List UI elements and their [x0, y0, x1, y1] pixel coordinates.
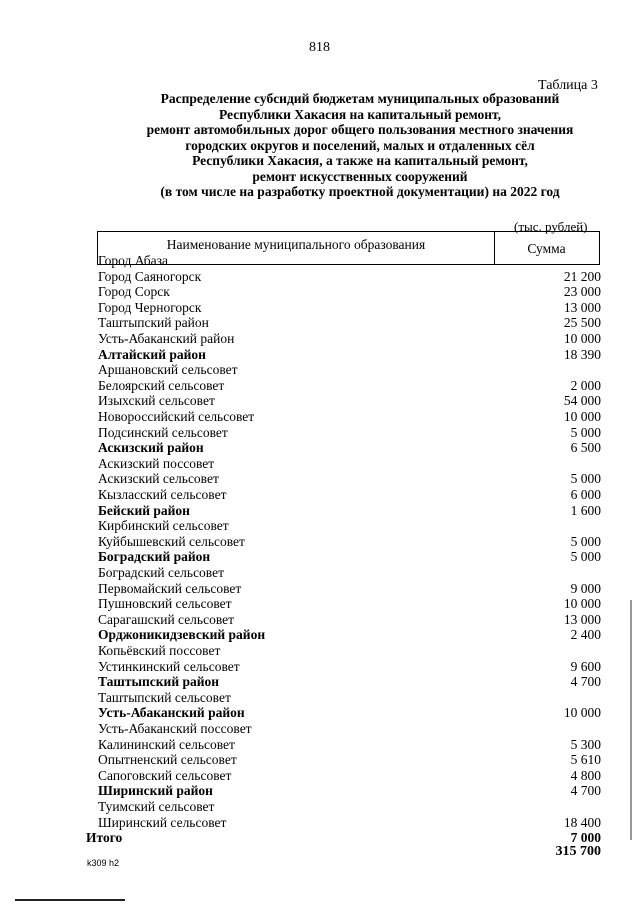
- table-title: [110, 91, 610, 200]
- row-name: Сапоговский сельсовет: [98, 767, 232, 783]
- table-row: [0, 565, 639, 580]
- header-name-column: Наименование муниципального образования: [98, 232, 495, 264]
- row-value: 10 000: [563, 596, 601, 612]
- page-number: 818: [309, 40, 330, 55]
- table-row: [0, 253, 639, 268]
- row-value: 5 000: [570, 533, 601, 549]
- row-name: Ширинский район: [98, 783, 213, 799]
- row-value: 13 000: [563, 611, 601, 627]
- table-row: [0, 378, 639, 393]
- table-row: [0, 362, 639, 377]
- row-name: Кызласский сельсовет: [98, 487, 227, 502]
- row-name: Кирбинский сельсовет: [98, 518, 229, 534]
- row-name: Город Черногорск: [98, 299, 202, 315]
- table-row: [0, 471, 639, 486]
- row-name: Усть-Абаканский район: [98, 705, 245, 721]
- table-row: [0, 409, 639, 424]
- row-name: Боградский район: [98, 549, 211, 565]
- table-row: [0, 674, 639, 689]
- row-name: Итого: [86, 830, 123, 846]
- row-name: Новороссийский сельсовет: [98, 409, 255, 424]
- row-value: 6 000: [570, 487, 601, 502]
- table-row: [0, 737, 639, 752]
- table-row: [0, 643, 639, 658]
- table-row: [0, 830, 639, 845]
- table-row: [0, 315, 639, 330]
- row-name: Пушновский сельсовет: [98, 596, 232, 612]
- row-value: 13 000: [563, 299, 601, 315]
- row-value: 18 400: [563, 814, 601, 830]
- row-value: 5 000: [570, 471, 601, 487]
- row-name: Аршановский сельсовет: [98, 362, 238, 378]
- row-name: Туимский сельсовет: [98, 799, 215, 814]
- scan-artifact-edge: [630, 600, 632, 840]
- footer-code: k309 h2: [87, 858, 120, 868]
- table-row: [0, 549, 639, 564]
- row-name: Аскизский сельсовет: [98, 471, 219, 487]
- table-row: [0, 503, 639, 518]
- table-row: [0, 690, 639, 705]
- row-value: 23 000: [563, 284, 601, 300]
- row-name: Калининский сельсовет: [98, 736, 235, 752]
- units-label: (тыс. рублей): [514, 219, 588, 234]
- table-row: [0, 627, 639, 642]
- title-line: городских округов и поселений, малых и отдаленных сёл: [185, 137, 535, 153]
- row-name: Город Сорск: [98, 284, 170, 300]
- row-name: Устинкинский сельсовет: [98, 658, 240, 674]
- table-row: [0, 456, 639, 471]
- row-name: Аскизский район: [98, 440, 204, 456]
- table-row: [0, 768, 639, 783]
- table-row: [0, 799, 639, 814]
- row-name: Изыхский сельсовет: [98, 393, 215, 409]
- row-value: 4 700: [570, 674, 601, 690]
- row-value: 10 000: [563, 409, 601, 424]
- row-value: 4 700: [570, 783, 601, 799]
- row-value: 5 300: [570, 736, 601, 752]
- row-name: Первомайский сельсовет: [98, 580, 242, 596]
- row-name: Ширинский сельсовет: [98, 814, 227, 830]
- row-value: 4 800: [570, 767, 601, 783]
- row-value: 54 000: [563, 393, 601, 409]
- row-value: 9 000: [570, 580, 601, 596]
- title-line: Республики Хакасия, а также на капитальный ремонт,: [192, 153, 528, 168]
- row-value: 25 500: [563, 315, 601, 331]
- row-value: 9 600: [570, 658, 601, 674]
- table-row: [0, 659, 639, 674]
- row-name: Город Саяногорск: [98, 268, 202, 284]
- row-name: Куйбышевский сельсовет: [98, 533, 245, 549]
- row-value: 10 000: [563, 705, 601, 721]
- row-name: Усть-Абаканский район: [98, 331, 235, 346]
- table-row: [0, 487, 639, 502]
- row-value: 10 000: [563, 331, 601, 346]
- table-row: [0, 347, 639, 362]
- row-value: 2 400: [570, 627, 601, 643]
- table-row: [0, 705, 639, 720]
- title-line: (в том числе на разработку проектной документации) на 2022 год: [160, 184, 560, 199]
- header-sum-column: Сумма: [527, 241, 566, 256]
- table-row: [0, 269, 639, 284]
- table-row: [0, 721, 639, 736]
- row-name: Алтайский район: [98, 346, 206, 362]
- table-row: [0, 581, 639, 596]
- row-value: 5 000: [570, 424, 601, 440]
- table-row: [0, 534, 639, 549]
- table-row: [0, 815, 639, 830]
- table-row: [0, 284, 639, 299]
- table-row: [0, 752, 639, 767]
- row-name: Таштыпский район: [98, 674, 220, 690]
- row-name: Орджоникидзевский район: [98, 627, 266, 643]
- row-name: Белоярский сельсовет: [98, 377, 225, 393]
- row-value: 1 600: [570, 502, 601, 518]
- row-value: 21 200: [563, 268, 601, 284]
- table-row: [0, 612, 639, 627]
- row-name: Подсинский сельсовет: [98, 424, 228, 440]
- row-name: Аскизский поссовет: [98, 455, 215, 471]
- table-row: [0, 783, 639, 798]
- table-row: [0, 440, 639, 455]
- row-name: Опытненский сельсовет: [98, 752, 237, 768]
- row-value: 7 000: [570, 830, 601, 846]
- row-name: Таштыпский район: [98, 315, 209, 331]
- row-name: Город Абаза: [98, 253, 168, 268]
- title-line: ремонт автомобильных дорог общего пользования местного значения: [146, 122, 574, 137]
- row-name: Бейский район: [98, 502, 190, 518]
- row-value: 6 500: [570, 440, 601, 456]
- table-row: [0, 331, 639, 346]
- table-row: [0, 425, 639, 440]
- row-name: Сарагашский сельсовет: [98, 611, 235, 627]
- scan-artifact-line: [15, 899, 125, 901]
- title-line: Республики Хакасия на капитальный ремонт,: [218, 106, 502, 122]
- title-line: ремонт искусственных сооружений: [252, 168, 468, 184]
- table-row: [0, 518, 639, 533]
- row-name: Таштыпский сельсовет: [98, 689, 231, 705]
- row-value: 5 610: [570, 752, 601, 768]
- row-value: 2 000: [570, 377, 601, 393]
- row-name: Боградский сельсовет: [98, 565, 224, 580]
- row-value: 5 000: [570, 549, 601, 565]
- row-name: Усть-Абаканский поссовет: [98, 721, 252, 736]
- row-name: Копьёвский поссовет: [98, 643, 221, 658]
- row-value: 18 390: [563, 346, 601, 362]
- table-row: [0, 300, 639, 315]
- table-row: [0, 596, 639, 611]
- table-row: [0, 393, 639, 408]
- title-line: Распределение субсидий бюджетам муниципальных образований: [160, 91, 560, 106]
- grand-total: 315 700: [555, 844, 601, 859]
- table-label: Таблица 3: [538, 78, 598, 93]
